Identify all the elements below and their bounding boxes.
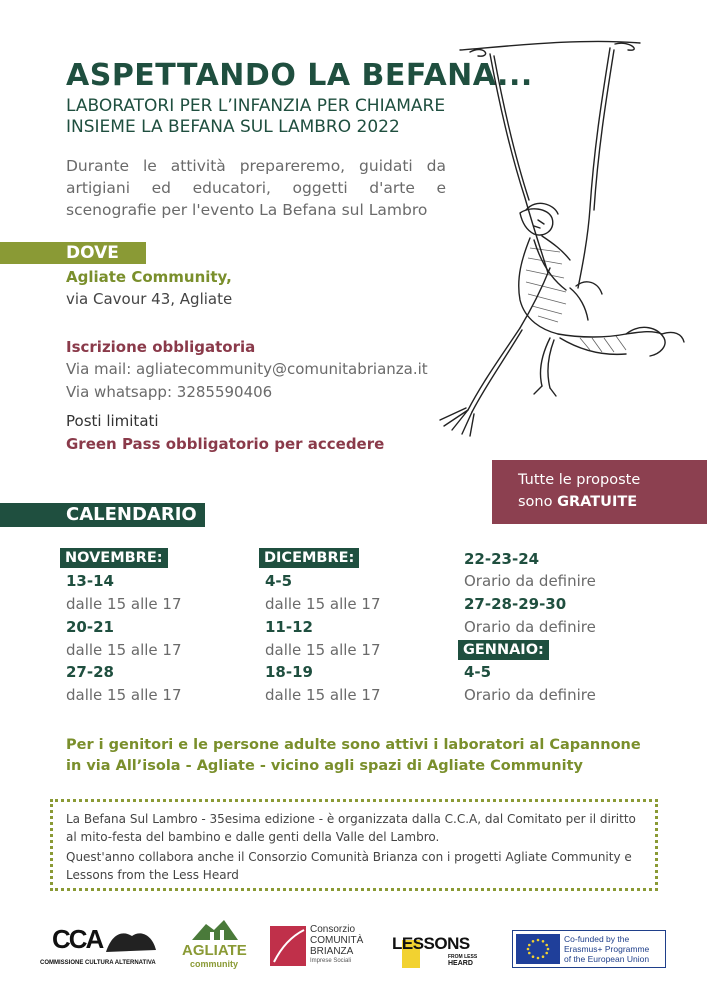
house-icon <box>190 918 240 942</box>
lessons-logo-sub-2: HEARD <box>448 960 473 967</box>
date-entry: 20-21 <box>66 618 114 636</box>
agliate-logo-name: AGLIATE <box>182 942 247 959</box>
eu-flag-icon <box>516 934 560 964</box>
limited-seats: Posti limitati <box>66 412 159 430</box>
time-entry: Orario da definire <box>464 686 596 704</box>
date-entry: 11-12 <box>265 618 313 636</box>
cca-logo <box>40 922 165 972</box>
dove-label: DOVE <box>66 243 119 263</box>
parents-line-1: Per i genitori e le persone adulte sono attivi i laboratori al Capannone <box>66 737 641 753</box>
date-entry: 18-19 <box>265 663 313 681</box>
organizer-paragraph-2: Quest'anno collabora anche il Consorzio Comunità Brianza con i progetti Agliate Community e Lessons from the Less Heard <box>66 850 632 882</box>
cca-figure-icon <box>102 926 160 956</box>
consorzio-line-1: Consorzio <box>310 924 356 935</box>
calendar-label: CALENDARIO <box>66 504 197 525</box>
registration-email[interactable]: Via mail: agliatecommunity@comunitabrianza.it <box>66 360 428 378</box>
month-december: DICEMBRE: <box>259 548 359 568</box>
cca-logo-mark: CCA <box>52 924 103 954</box>
location-address: via Cavour 43, Agliate <box>66 290 233 308</box>
lessons-logo <box>392 924 482 970</box>
agliate-community-logo <box>182 918 246 976</box>
time-entry: dalle 15 alle 17 <box>66 686 182 704</box>
lessons-logo-name: LESSONS <box>392 934 470 953</box>
intro-text: Durante le attività prepareremo, guidati da artigiani ed educatori, oggetti d'arte e scenografie per l'evento La Befana sul Lambro <box>66 157 446 219</box>
month-november: NOVEMBRE: <box>60 548 168 568</box>
subtitle-line-2: INSIEME LA BEFANA SUL LAMBRO 2022 <box>66 117 400 137</box>
free-emphasis: GRATUITE <box>557 494 638 510</box>
consorzio-line-2: COMUNITÀ <box>310 935 364 946</box>
date-entry: 4-5 <box>464 663 492 681</box>
green-pass-note: Green Pass obbligatorio per accedere <box>66 435 385 453</box>
dove-label-bar <box>0 242 146 264</box>
date-entry: 27-28 <box>66 663 114 681</box>
befana-illustration <box>430 38 690 438</box>
free-line-1: Tutte le proposte <box>518 472 641 488</box>
eu-line-1: Co-funded by the <box>564 934 630 944</box>
time-entry: dalle 15 alle 17 <box>66 641 182 659</box>
registration-label: Iscrizione obbligatoria <box>66 338 256 356</box>
cca-caption: COMMISSIONE CULTURA ALTERNATIVA <box>40 960 156 966</box>
time-entry: dalle 15 alle 17 <box>265 641 381 659</box>
time-entry: dalle 15 alle 17 <box>66 595 182 613</box>
free-line-2: sono GRATUITE <box>518 494 638 510</box>
eu-line-2: Erasmus+ Programme <box>564 944 650 954</box>
organizer-info-box <box>50 799 658 891</box>
subtitle-line-1: LABORATORI PER L’INFANZIA PER CHIAMARE <box>66 96 446 116</box>
consorzio-line-3: BRIANZA <box>310 946 354 957</box>
free-offer-box <box>492 460 707 524</box>
time-entry: Orario da definire <box>464 618 596 636</box>
date-entry: 13-14 <box>66 572 114 590</box>
time-entry: dalle 15 alle 17 <box>265 595 381 613</box>
eu-erasmus-logo <box>512 930 666 968</box>
month-january: GENNAIO: <box>458 640 549 660</box>
agliate-logo-sub: community <box>189 959 238 969</box>
date-entry: 22-23-24 <box>464 550 540 568</box>
time-entry: dalle 15 alle 17 <box>265 686 381 704</box>
calendar-label-bar <box>0 503 205 527</box>
organizer-paragraph-1: La Befana Sul Lambro - 35esima edizione - è organizzata dalla C.C.A, dal Comitato per il diritto al mito-festa del bambino e dalle genti della Valle del Lambro. <box>66 812 636 844</box>
consorzio-logo <box>270 924 380 970</box>
parents-line-2: in via All’isola - Agliate - vicino agli spazi di Agliate Community <box>66 758 583 774</box>
date-entry: 27-28-29-30 <box>464 595 567 613</box>
location-name: Agliate Community, <box>66 268 232 286</box>
page-subtitle <box>66 96 486 138</box>
date-entry: 4-5 <box>265 572 293 590</box>
lessons-logo-sub-1: FROM LESS <box>448 954 478 960</box>
consorzio-line-4: Imprese Sociali <box>310 958 352 964</box>
time-entry: Orario da definire <box>464 572 596 590</box>
registration-whatsapp[interactable]: Via whatsapp: 3285590406 <box>66 383 273 401</box>
consorzio-mark-icon <box>270 926 306 966</box>
eu-line-3: of the European Union <box>564 954 650 964</box>
page-title: ASPETTANDO LA BEFANA... <box>66 58 533 93</box>
parents-workshop-note <box>66 735 666 777</box>
